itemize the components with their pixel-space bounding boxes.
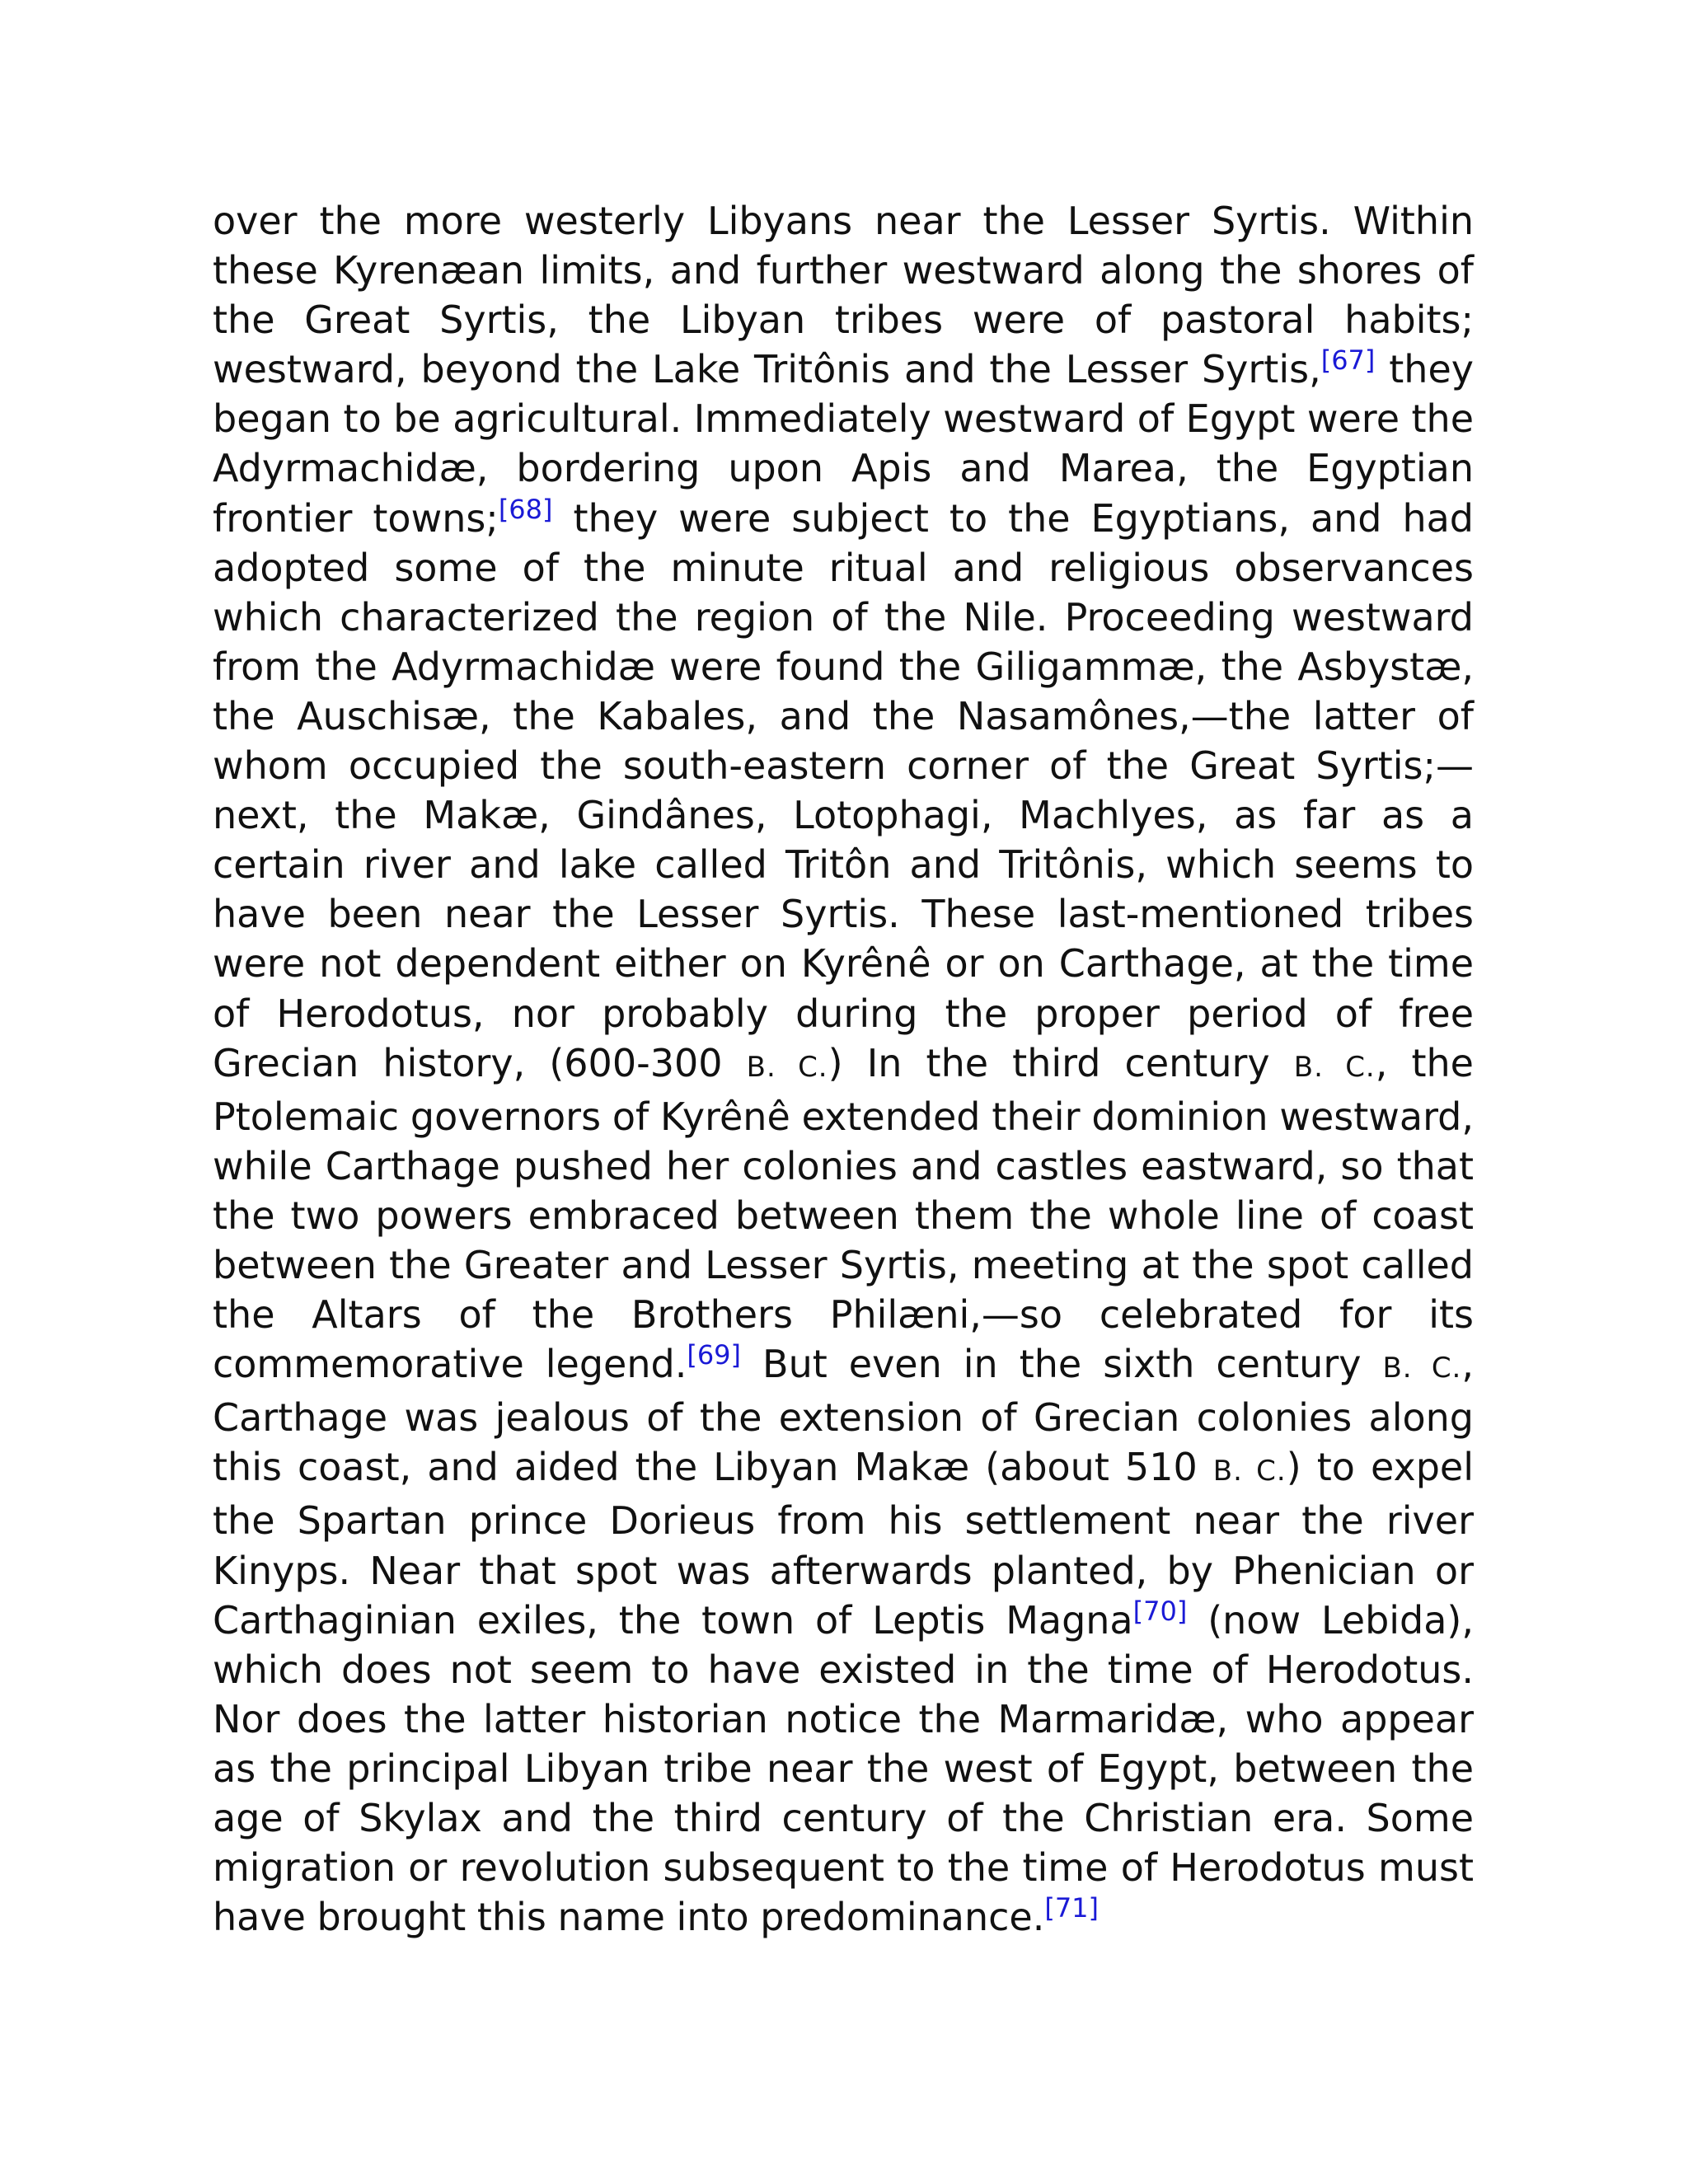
era-abbreviation: B. C.: [1212, 1455, 1287, 1488]
footnote-link-67[interactable]: [67]: [1320, 344, 1376, 377]
page-body: [213, 196, 1474, 1942]
era-abbreviation: B. C.: [746, 1050, 828, 1084]
era-abbreviation: B. C.: [1382, 1352, 1462, 1385]
era-abbreviation: B. C.: [1293, 1050, 1376, 1084]
footnote-link-71[interactable]: [71]: [1044, 1892, 1100, 1924]
text-segment: ) In the third century: [828, 1040, 1294, 1085]
text-segment: ) to expel the Spartan prince Dorieus from his settlement near the river Kinyps. Near that spot was afterwards planted, by Phenician or Carthaginian exiles, the town of Leptis Magna: [213, 1445, 1474, 1643]
text-segment: , the Ptolemaic governors of Kyrênê extended their dominion westward, while Carthage pushed her colonies and castles eastward, so that the two powers embraced between them the whole line of coast between the Greater and Lesser Syrtis, meeting at the spot called the Altars of the Brothers Philæni,—so celebrated for its commemorative legend.: [213, 1040, 1474, 1387]
footnote-link-68[interactable]: [68]: [498, 493, 553, 525]
text-segment: they began to be agricultural. Immediately westward of Egypt were the Adyrmachidæ, bordering upon Apis and Marea, the Egyptian frontier towns;: [213, 347, 1474, 541]
footnote-link-69[interactable]: [69]: [687, 1339, 742, 1371]
text-segment: But even in the sixth century: [741, 1342, 1383, 1387]
text-segment: over the more westerly Libyans near the Lesser Syrtis. Within these Kyrenæan limits, and further westward along the shores of the Great Syrtis, the Libyan tribes were of pastoral habits; westward, beyond the Lake Tritônis and the Lesser Syrtis,: [213, 199, 1474, 392]
body-paragraph: [213, 196, 1474, 1942]
text-segment: , Carthage was jealous of the extension of Grecian colonies along this coast, and aided the Libyan Makæ (about 510: [213, 1342, 1474, 1490]
text-segment: (now Lebida), which does not seem to have existed in the time of Herodotus. Nor does the latter historian notice the Marmaridæ, who appear as the principal Libyan tribe near the west of Egypt, between the age of Skylax and the third century of the Christian era. Some migration or revolution subsequent to the time of Herodotus must have brought this name into predominance.: [213, 1597, 1474, 1940]
text-segment: they were subject to the Egyptians, and had adopted some of the minute ritual and religious observances which characterized the region of the Nile. Proceeding westward from the Adyrmachidæ were found the Giligammæ, the Asbystæ, the Auschisæ, the Kabales, and the Nasamônes,—the latter of whom occupied the south-eastern corner of the Great Syrtis;—next, the Makæ, Gindânes, Lotophagi, Machlyes, as far as a certain river and lake called Tritôn and Tritônis, which seems to have been near the Lesser Syrtis. These last-mentioned tribes were not dependent either on Kyrênê or on Carthage, at the time of Herodotus, nor probably during the proper period of free Grecian history, (600-300: [213, 495, 1474, 1085]
footnote-link-70[interactable]: [70]: [1132, 1595, 1188, 1627]
